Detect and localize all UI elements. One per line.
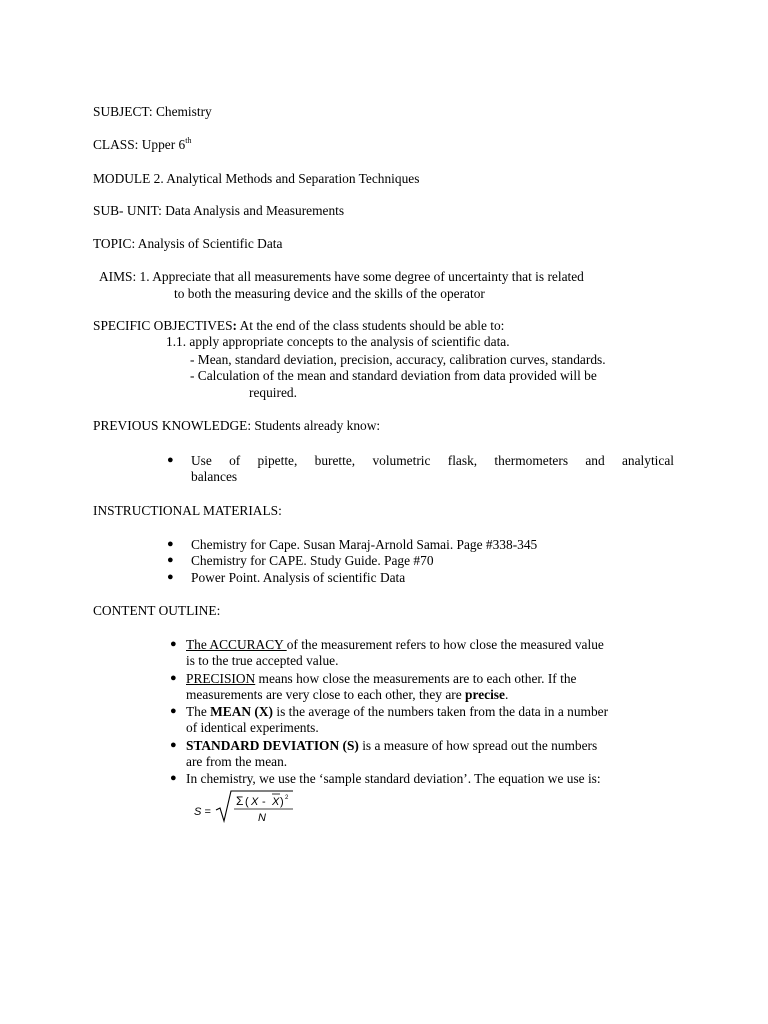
precision-line-2 bbox=[186, 687, 508, 703]
formula-sigma: Σ bbox=[236, 794, 244, 808]
aims-line-2: to both the measuring device and the skills of the operator bbox=[174, 286, 485, 301]
formula-power: 2 bbox=[285, 795, 289, 801]
precision-line-2-text: measurements are very close to each other, they are bbox=[186, 687, 466, 702]
bullet-icon: ● bbox=[167, 538, 174, 550]
accuracy-term: The ACCURACY bbox=[186, 637, 287, 652]
subject-line: SUBJECT: Chemistry bbox=[93, 104, 212, 119]
objective-sub-2-cont: required. bbox=[249, 385, 297, 400]
content-heading: CONTENT OUTLINE: bbox=[93, 603, 221, 618]
material-item-1: Chemistry for Cape. Susan Maraj-Arnold Samai. Page #338-345 bbox=[191, 537, 538, 552]
mean-term: MEAN (X) bbox=[210, 704, 274, 719]
objective-sub-1: - Mean, standard deviation, precision, accuracy, calibration curves, standards. bbox=[190, 352, 606, 367]
module-line: MODULE 2. Analytical Methods and Separation Techniques bbox=[93, 171, 420, 186]
precision-term: PRECISION bbox=[186, 671, 256, 686]
objective-sub-2: - Calculation of the mean and standard deviation from data provided will be bbox=[190, 368, 597, 383]
mean-line-2: of identical experiments. bbox=[186, 720, 319, 735]
formula-lhs: S = bbox=[194, 806, 211, 818]
objective-item: 1.1. apply appropriate concepts to the analysis of scientific data. bbox=[166, 334, 510, 349]
materials-heading: INSTRUCTIONAL MATERIALS: bbox=[93, 503, 282, 518]
mean-line-1 bbox=[186, 704, 608, 720]
bullet-icon: ● bbox=[170, 672, 177, 684]
sample-sd-line: In chemistry, we use the ‘sample standard deviation’. The equation we use is: bbox=[186, 771, 601, 786]
standard-deviation-formula bbox=[190, 788, 310, 828]
precise-bold: precise bbox=[465, 687, 505, 702]
class-line bbox=[93, 137, 192, 153]
formula-denominator: N bbox=[258, 812, 266, 824]
bullet-icon: ● bbox=[167, 571, 174, 583]
sd-definition: is a measure of how spread out the numbers bbox=[358, 738, 598, 753]
accuracy-line-1 bbox=[186, 637, 604, 653]
sd-line-1 bbox=[186, 738, 597, 754]
bullet-icon: ● bbox=[170, 705, 177, 717]
bullet-icon: ● bbox=[167, 454, 174, 466]
objectives-intro-text: At the end of the class students should be able to: bbox=[236, 318, 505, 333]
mean-prefix: The bbox=[186, 704, 211, 719]
previous-heading: PREVIOUS KNOWLEDGE: Students already know: bbox=[93, 418, 381, 433]
formula-x: X bbox=[251, 796, 259, 808]
class-superscript: th bbox=[185, 136, 192, 145]
formula-svg bbox=[190, 788, 310, 828]
accuracy-line-2: is to the true accepted value. bbox=[186, 653, 339, 668]
mean-definition: is the average of the numbers taken from the data in a number bbox=[273, 704, 609, 719]
bullet-icon: ● bbox=[170, 739, 177, 751]
sub-unit-line: SUB- UNIT: Data Analysis and Measurements bbox=[93, 203, 345, 218]
previous-item-line-1: Use of pipette, burette, volumetric flask, thermometers and analytical bbox=[191, 453, 674, 468]
sd-line-2: are from the mean. bbox=[186, 754, 288, 769]
precision-definition: means how close the measurements are to each other. If the bbox=[255, 671, 577, 686]
bullet-icon: ● bbox=[170, 638, 177, 650]
precision-period: . bbox=[504, 687, 509, 702]
class-text: CLASS: Upper 6 bbox=[93, 137, 186, 152]
previous-item-line-2: balances bbox=[191, 469, 238, 484]
formula-xbar: X bbox=[272, 796, 280, 808]
bullet-icon: ● bbox=[167, 554, 174, 566]
accuracy-definition: of the measurement refers to how close the measured value bbox=[286, 637, 604, 652]
material-item-2: Chemistry for CAPE. Study Guide. Page #70 bbox=[191, 553, 434, 568]
material-item-3: Power Point. Analysis of scientific Data bbox=[191, 570, 406, 585]
topic-line: TOPIC: Analysis of Scientific Data bbox=[93, 236, 283, 251]
bullet-icon: ● bbox=[170, 772, 177, 784]
precision-line-1 bbox=[186, 671, 576, 687]
objectives-intro bbox=[93, 318, 504, 334]
objectives-colon: : bbox=[232, 318, 237, 333]
formula-close-paren: ) bbox=[280, 796, 284, 808]
sd-term: STANDARD DEVIATION (S) bbox=[186, 738, 359, 753]
formula-open-paren: ( bbox=[245, 796, 249, 808]
formula-minus: - bbox=[259, 796, 269, 808]
aims-line-1: AIMS: 1. Appreciate that all measurements have some degree of uncertainty that is related bbox=[99, 269, 584, 284]
objectives-heading: SPECIFIC OBJECTIVES bbox=[93, 318, 233, 333]
